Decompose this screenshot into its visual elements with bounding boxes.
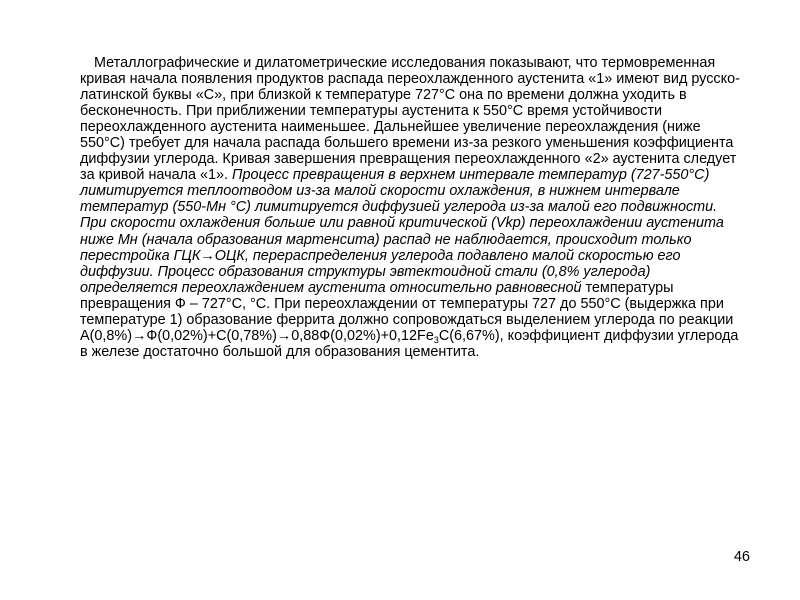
body-paragraph bbox=[80, 55, 740, 360]
page-number: 46 bbox=[733, 549, 750, 565]
text-italic-process: Процесс превращения в верхнем интервале температур (727-550°С) лимитируется теплоотводом из-за малой скорости охлаждения, в нижнем интервале температур (550-Мн °С) лимитируется диффузией углерода из-за малой его подвижности. При скорости охлаждения больше или равной критической (Vkp) переохлаждении аустенита ниже Мн (начала образования мартенсита) распад не наблюдается, происходит только перестройка ГЦК→ОЦК, перераспределения углерода подавлено малой скоростью его диффузии. Процесс образования структуры эвтектоидной стали (0,8% углерода) определяется переохлаждением аустенита относительно равновесной bbox=[80, 167, 724, 296]
text-regular-reaction: температуры превращения Ф – 727°С, °С. При переохлаждении от температуры 727 до 550°С (выдержка при температуре 1) образование феррита должно сопровождаться выделением углерода по реакции А(0,8%)→Ф(0,02%)+С(0,78%)→0,88Ф(0,02%)+0,12Fe bbox=[80, 279, 734, 344]
subscript-index: 3 bbox=[433, 334, 439, 345]
text-regular-intro: Металлографические и дилатометрические исследования показывают, что термовременная кривая начала появления продуктов распада переохлажденного аустенита «1» имеют вид русско-латинской буквы «С», при близкой к температуре 727°С она по времени должна уходить в бесконечность. При приближении температуры аустенита к 550°С время устойчивости переохлажденного аустенита наименьшее. Дальнейшее увеличение переохлаждения (ниже 550°С) требует для начала распада большего времени из-за резкого уменьшения коэффициента диффузии углерода. Кривая завершения превращения переохлажденного «2» аустенита следует за кривой начала «1». bbox=[80, 55, 740, 184]
text-regular-conclusion: С(6,67%), коэффициент диффузии углерода в железе достаточно большой для образования цементита. bbox=[80, 327, 739, 360]
